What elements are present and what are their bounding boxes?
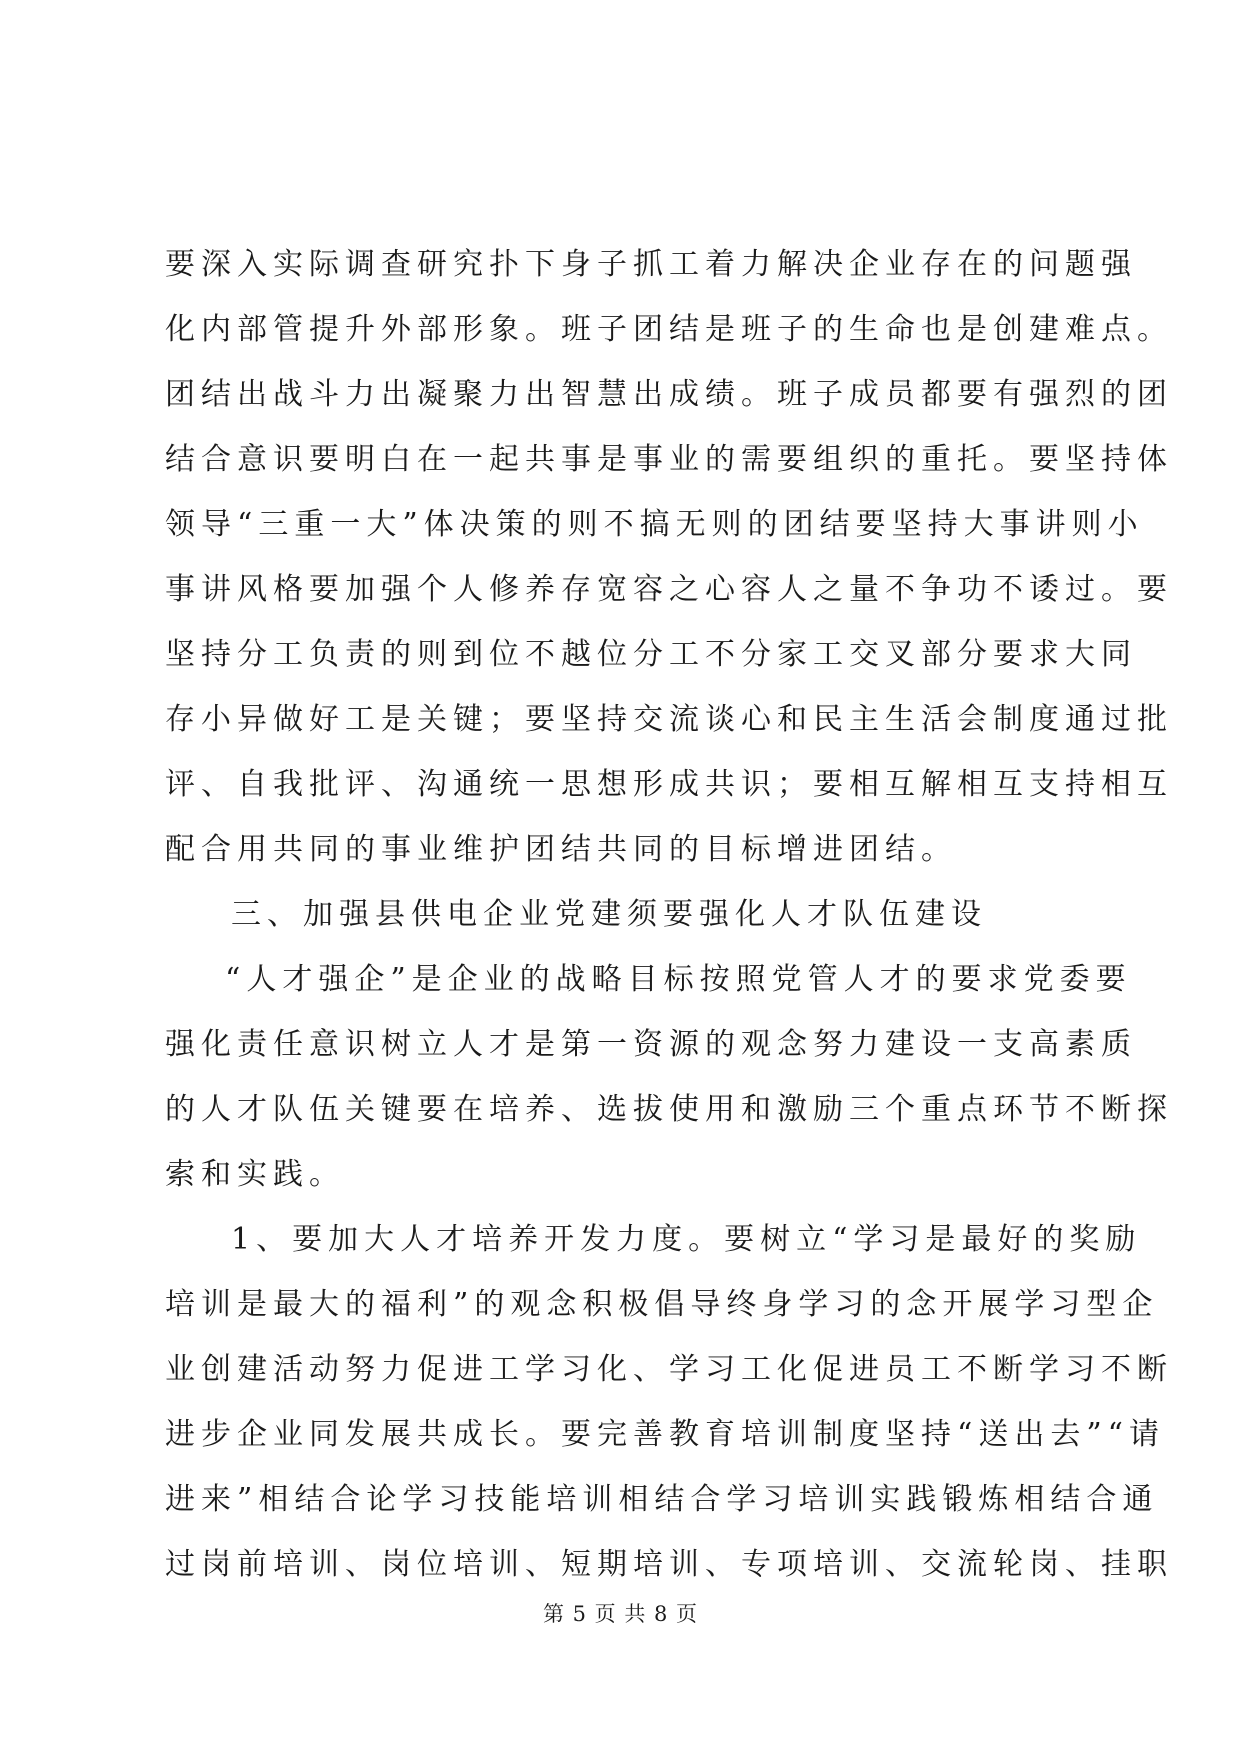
text-line: 配合用共同的事业维护团结共同的目标增进团结。 [165, 832, 957, 867]
text-line: 要深入实际调查研究扑下身子抓工着力解决企业存在的问题强 [165, 247, 1137, 282]
document-body [165, 232, 1173, 1597]
paragraph-first-line: 1、要加大人才培养开发力度。要树立“学习是最好的奖励 [231, 1222, 1142, 1257]
text-line: 领导“三重一大”体决策的则不搞无则的团结要坚持大事讲则小 [165, 507, 1144, 542]
text-line: 存小异做好工是关键；要坚持交流谈心和民主生活会制度通过批 [165, 702, 1173, 737]
text-line: 索和实践。 [165, 1157, 345, 1192]
text-line: 过岗前培训、岗位培训、短期培训、专项培训、交流轮岗、挂职 [165, 1547, 1173, 1582]
section-heading: 三、加强县供电企业党建须要强化人才队伍建设 [231, 897, 987, 932]
text-line: 进来”相结合论学习技能培训相结合学习培训实践锻炼相结合通 [165, 1482, 1159, 1517]
text-line: 团结出战斗力出凝聚力出智慧出成绩。班子成员都要有强烈的团 [165, 377, 1173, 412]
paragraph-first-line: “人才强企”是企业的战略目标按照党管人才的要求党委要 [225, 962, 1132, 997]
text-line: 事讲风格要加强个人修养存宽容之心容人之量不争功不诿过。要 [165, 572, 1173, 607]
text-line: 结合意识要明白在一起共事是事业的需要组织的重托。要坚持体 [165, 442, 1173, 477]
text-line: 培训是最大的福利”的观念积极倡导终身学习的念开展学习型企 [165, 1287, 1159, 1322]
page-footer: 第 5 页 共 8 页 [542, 1602, 699, 1626]
text-line: 化内部管提升外部形象。班子团结是班子的生命也是创建难点。 [165, 312, 1173, 347]
text-line: 业创建活动努力促进工学习化、学习工化促进员工不断学习不断 [165, 1352, 1173, 1387]
text-line: 强化责任意识树立人才是第一资源的观念努力建设一支高素质 [165, 1027, 1137, 1062]
text-line: 的人才队伍关键要在培养、选拔使用和激励三个重点环节不断探 [165, 1092, 1173, 1127]
text-line: 进步企业同发展共成长。要完善教育培训制度坚持“送出去”“请 [165, 1417, 1166, 1452]
text-line: 坚持分工负责的则到位不越位分工不分家工交叉部分要求大同 [165, 637, 1137, 672]
text-line: 评、自我批评、沟通统一思想形成共识；要相互解相互支持相互 [165, 767, 1173, 802]
